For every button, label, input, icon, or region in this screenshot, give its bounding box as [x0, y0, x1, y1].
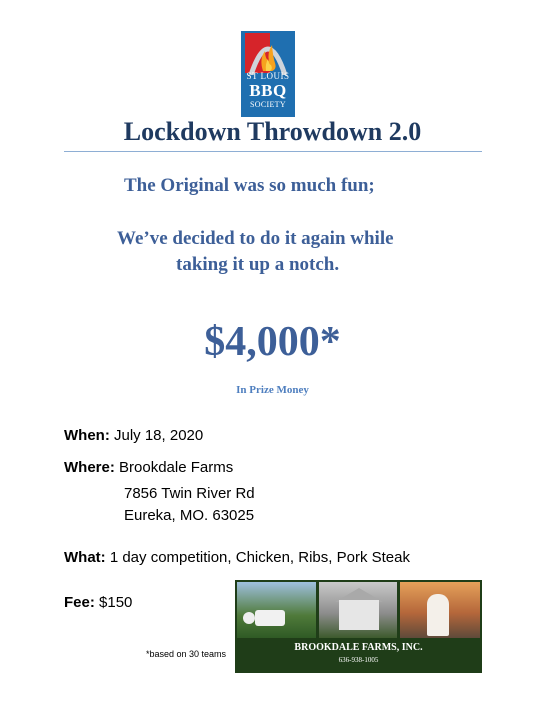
intro-line-1: The Original was so much fun; [124, 175, 375, 196]
page-title: Lockdown Throwdown 2.0 [123, 117, 422, 146]
title-divider [64, 151, 482, 152]
when-row [64, 427, 203, 444]
prize-amount: $4,000* [204, 319, 341, 365]
logo-text-society: SOCIETY [250, 100, 286, 109]
st-louis-bbq-society-logo [241, 31, 295, 117]
carriage-shape [255, 610, 285, 626]
arch-flame-icon [241, 31, 295, 75]
horse-shape [243, 612, 255, 624]
footnote: *based on 30 teams [146, 649, 227, 659]
brookdale-farms-ad [235, 580, 482, 673]
what-label: What: [64, 549, 106, 566]
address-line-1: 7856 Twin River Rd [124, 485, 255, 502]
logo-text-bbq: BBQ [249, 81, 287, 100]
where-value: Brookdale Farms [119, 459, 234, 476]
when-value: July 18, 2020 [114, 427, 204, 444]
prize-label: In Prize Money [236, 384, 309, 396]
when-label: When: [64, 427, 110, 444]
ad-company-name: BROOKDALE FARMS, INC. [294, 642, 423, 653]
fee-value: $150 [99, 594, 133, 611]
barn-shape [339, 600, 379, 630]
couple-shape [427, 594, 449, 636]
ad-phone: 636-938-1005 [338, 656, 379, 664]
address-line-2: Eureka, MO. 63025 [124, 507, 255, 524]
intro-line-3: taking it up a notch. [176, 254, 340, 275]
fee-label: Fee: [64, 594, 95, 611]
where-label: Where: [64, 459, 115, 476]
what-row [64, 549, 410, 566]
fee-row [64, 594, 132, 611]
intro-line-2: We’ve decided to do it again while [117, 228, 394, 249]
logo-text-st-louis: ST LOUIS [246, 71, 290, 81]
where-row [64, 459, 233, 476]
what-value: 1 day competition, Chicken, Ribs, Pork Steak [109, 549, 410, 566]
